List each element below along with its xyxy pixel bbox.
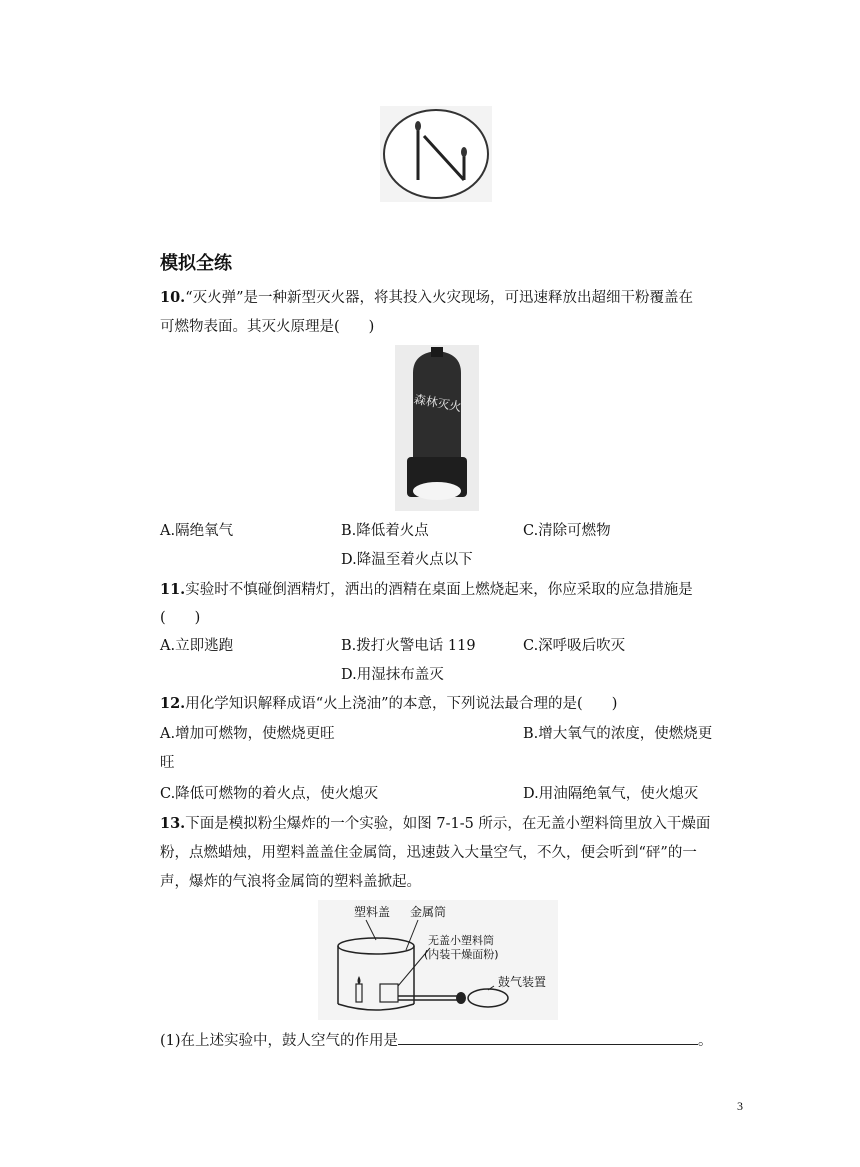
question-11-number: 11. <box>160 581 186 598</box>
question-13-number: 13. <box>160 815 186 832</box>
question-11-option-c: C.深呼吸后吹灭 <box>523 638 626 654</box>
question-10-line-1 <box>160 288 693 308</box>
fire-extinguisher-bomb-figure <box>395 345 479 511</box>
question-10-text-1: “灭火弹”是一种新型灭火器，将其投入火灾现场，可迅速释放出超细干粉覆盖在 <box>185 290 694 306</box>
dust-explosion-apparatus-figure <box>318 900 558 1020</box>
question-13-sub-1-suffix: 。 <box>698 1033 713 1049</box>
question-12-text-1: 用化学知识解释成语“火上浇油”的本意，下列说法最合理的是( ) <box>185 696 618 712</box>
question-13-line-2: 粉，点燃蜡烛，用塑料盖盖住金属筒，迅速鼓入大量空气，不久，便会听到“砰”的一 <box>160 845 697 861</box>
question-12-line-1 <box>160 694 617 714</box>
label-air-pump: 鼓气装置 <box>498 975 547 989</box>
label-small-cup: 无盖小塑料筒 <box>428 934 494 947</box>
label-plastic-lid: 塑料盖 <box>354 905 391 919</box>
label-small-cup-contents: (内装干燥面粉) <box>424 948 499 961</box>
label-metal-can: 金属筒 <box>410 905 447 919</box>
question-10-option-d: D.降温至着火点以下 <box>341 552 473 568</box>
question-12-option-b: B.增大氧气的浓度，使燃烧更 <box>523 726 713 742</box>
question-11-line-2: ( ) <box>160 610 201 626</box>
question-12-option-a: A.增加可燃物，使燃烧更旺 <box>160 726 335 742</box>
question-13-sub-1-prefix: (1)在上述实验中，鼓人空气的作用是 <box>160 1033 399 1049</box>
question-13-text-1: 下面是模拟粉尘爆炸的一个实验，如图 7-1-5 所示，在无盖小塑料筒里放入干燥面 <box>185 816 711 832</box>
question-11-option-b: B.拨打火警电话 119 <box>341 638 476 654</box>
question-10-line-2: 可燃物表面。其灭火原理是( ) <box>160 319 375 335</box>
question-13-sub-1 <box>160 1030 713 1051</box>
question-11-text-1: 实验时不慎碰倒酒精灯，洒出的酒精在桌面上燃烧起来，你应采取的应急措施是 <box>185 582 693 598</box>
question-12-option-c: C.降低可燃物的着火点，使火熄灭 <box>160 786 379 802</box>
question-10-option-a: A.隔绝氧气 <box>160 523 234 539</box>
figure-label-text: 森林灭火 <box>412 391 463 415</box>
section-title: 模拟全练 <box>160 253 232 274</box>
question-11-line-1 <box>160 580 693 600</box>
question-13-line-1 <box>160 814 710 834</box>
page-number: 3 <box>737 1099 743 1113</box>
question-12-option-b-continued: 旺 <box>160 755 175 771</box>
question-12-option-d: D.用油隔绝氧气，使火熄灭 <box>523 786 699 802</box>
question-10-number: 10. <box>160 289 186 306</box>
question-13-line-3: 声，爆炸的气浪将金属筒的塑料盖掀起。 <box>160 874 421 890</box>
question-12-number: 12. <box>160 695 186 712</box>
answer-blank[interactable] <box>398 1030 698 1045</box>
question-10-option-c: C.清除可燃物 <box>523 523 611 539</box>
question-10-option-b: B.降低着火点 <box>341 523 429 539</box>
question-11-option-a: A.立即逃跑 <box>160 638 234 654</box>
matches-diagram-figure <box>380 106 492 202</box>
question-11-option-d: D.用湿抹布盖灭 <box>341 667 444 683</box>
